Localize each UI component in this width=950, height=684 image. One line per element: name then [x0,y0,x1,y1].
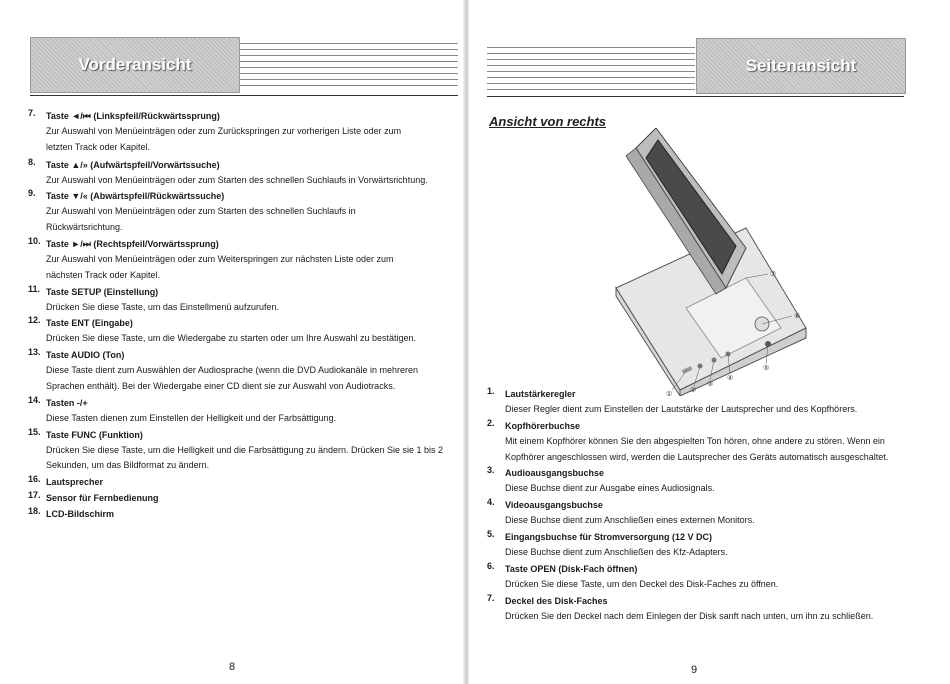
device-side-illustration [596,128,810,396]
item-number: 12. [28,315,41,326]
list-item [28,347,448,395]
list-item [487,386,907,418]
item-title: Taste AUDIO (Ton) [46,350,125,361]
list-item [28,506,448,522]
item-title: Taste ◄/⏮ (Linkspfeil/Rückwärtssprung) [46,111,220,121]
item-number: 1. [487,386,495,396]
item-description: Drücken Sie diese Taste, um die Wiedergabe zu starten oder um Ihre Auswahl zu bestätigen. [46,333,417,344]
list-item [28,315,448,347]
callout-4: ④ [727,375,734,382]
item-title: Deckel des Disk-Faches [505,595,608,606]
item-title: Taste SETUP (Einstellung) [46,286,159,297]
header-rule [487,96,904,97]
item-description: Zur Auswahl von Menüeinträgen oder zum Weiterspringen zur nächsten Liste oder zum nächsten Track oder Kapitel. [46,253,394,280]
page-number: 9 [691,664,698,676]
list-item [28,474,448,490]
item-title: Taste FUNC (Funktion) [46,429,143,440]
item-title: Sensor für Fernbedienung [46,493,159,504]
item-number: 14. [28,394,41,405]
list-item [487,593,907,625]
callout-3: ③ [707,381,714,388]
callout-7: ⑦ [770,271,777,278]
list-item [487,497,907,529]
section-banner-front-view [30,37,240,93]
list-item [487,529,907,561]
list-item [487,418,907,466]
callout-6: ⑥ [794,313,801,320]
item-description: Dieser Regler dient zum Einstellen der Lautstärke der Lautsprecher und des Kopfhörers. [505,404,858,414]
item-title: Kopfhörerbuchse [505,420,581,431]
item-description: Drücken Sie diese Taste, um den Deckel des Disk-Faches zu öffnen. [505,578,779,589]
left-page [0,0,468,684]
item-title: Lautsprecher [46,477,104,488]
item-title: Videoausgangsbuchse [505,500,603,511]
item-number: 3. [487,465,495,476]
item-number: 6. [487,560,495,571]
item-number: 10. [28,235,41,246]
item-description: Mit einem Kopfhörer können Sie den abgespielten Ton hören, ohne andere zu stören. Wenn ein Kopfhörer angeschlossen wird, werden die Lautsprecher des Geräts automatisch ausgeschaltet. [505,435,889,462]
section-title: Vorderansicht [78,55,192,74]
callout-2: ② [690,387,697,394]
item-title: Eingangsbuchse für Stromversorgung (12 V DC) [505,531,713,542]
item-number: 9. [28,188,36,199]
item-number: 8. [28,156,36,167]
list-item [28,188,448,236]
item-number: 16. [28,474,41,485]
list-item [487,465,907,497]
item-description: Diese Buchse dient zur Ausgabe eines Audiosignals. [505,483,715,494]
item-number: 7. [487,592,495,603]
item-title: Taste ▼/« (Abwärtspfeil/Rückwärtssuche) [46,191,225,202]
item-description: Diese Taste dient zum Auswählen der Audiosprache (wenn die DVD Audiokanäle in mehreren Sprachen enthält). Bei der Wiedergabe einer CD dient sie zur Auswahl von Audiotracks. [46,365,419,391]
item-number: 11. [28,283,41,294]
item-title: Taste ▲/» (Aufwärtspfeil/Vorwärtssuche) [46,159,220,170]
item-description: Drücken Sie diese Taste, um das Einstellmenü aufzurufen. [46,301,279,312]
decorative-lines [240,43,458,89]
item-number: 7. [28,108,36,118]
list-item [28,284,448,316]
item-description: Diese Buchse dient zum Anschließen des Kfz-Adapters. [505,546,728,557]
item-title: Lautstärkeregler [505,389,576,399]
list-item [28,236,448,284]
view-subtitle: Ansicht von rechts [489,114,607,129]
item-description: Zur Auswahl von Menüeinträgen oder zum Starten des schnellen Suchlaufs in Vorwärtsrichtung. [46,174,428,185]
item-number: 15. [28,426,41,437]
item-description: Zur Auswahl von Menüeinträgen oder zum Zurückspringen zur vorherigen Liste oder zum letzten Track oder Kapitel. [46,126,402,152]
item-description: Drücken Sie diese Taste, um die Helligkeit und die Farbsättigung zu ändern. Drücken Sie sie 1 bis 2 Sekunden, um das Bildformat zu ändern. [46,444,444,471]
item-number: 2. [487,417,495,428]
item-title: Audioausgangsbuchse [505,468,605,479]
item-description: Zur Auswahl von Menüeinträgen oder zum Starten des schnellen Suchlaufs in Rückwärtsrichtung. [46,206,356,233]
item-title: LCD-Bildschirm [46,509,115,520]
list-item [28,490,448,506]
item-number: 13. [28,347,41,358]
list-item [28,395,448,427]
list-item [28,157,448,189]
item-title: Taste OPEN (Disk-Fach öffnen) [505,563,638,574]
side-view-item-list [487,386,907,624]
list-item [487,561,907,593]
item-number: 18. [28,506,41,517]
item-description: Diese Tasten dienen zum Einstellen der Helligkeit und der Farbsättigung. [46,412,336,423]
page-number: 8 [229,661,236,673]
item-description: Drücken Sie den Deckel nach dem Einlegen der Disk sanft nach unten, um ihn zu schließen. [505,610,874,621]
callout-5: ⑤ [763,365,770,372]
item-number: 17. [28,490,41,501]
decorative-lines [487,47,695,93]
item-title: Taste ►/⏭ (Rechtspfeil/Vorwärtssprung) [46,238,219,249]
section-title: Seitenansicht [745,56,857,75]
header-rule [30,95,458,96]
list-item [28,108,448,156]
item-number: 4. [487,497,495,508]
front-view-item-list [28,108,448,522]
item-description: Diese Buchse dient zum Anschließen eines externen Monitors. [505,515,755,526]
list-item [28,427,448,475]
item-title: Taste ENT (Eingabe) [46,318,133,329]
item-number: 5. [487,528,495,539]
callout-1: ① [666,391,673,396]
section-banner-side-view [696,38,906,94]
item-title: Tasten -/+ [46,397,88,408]
